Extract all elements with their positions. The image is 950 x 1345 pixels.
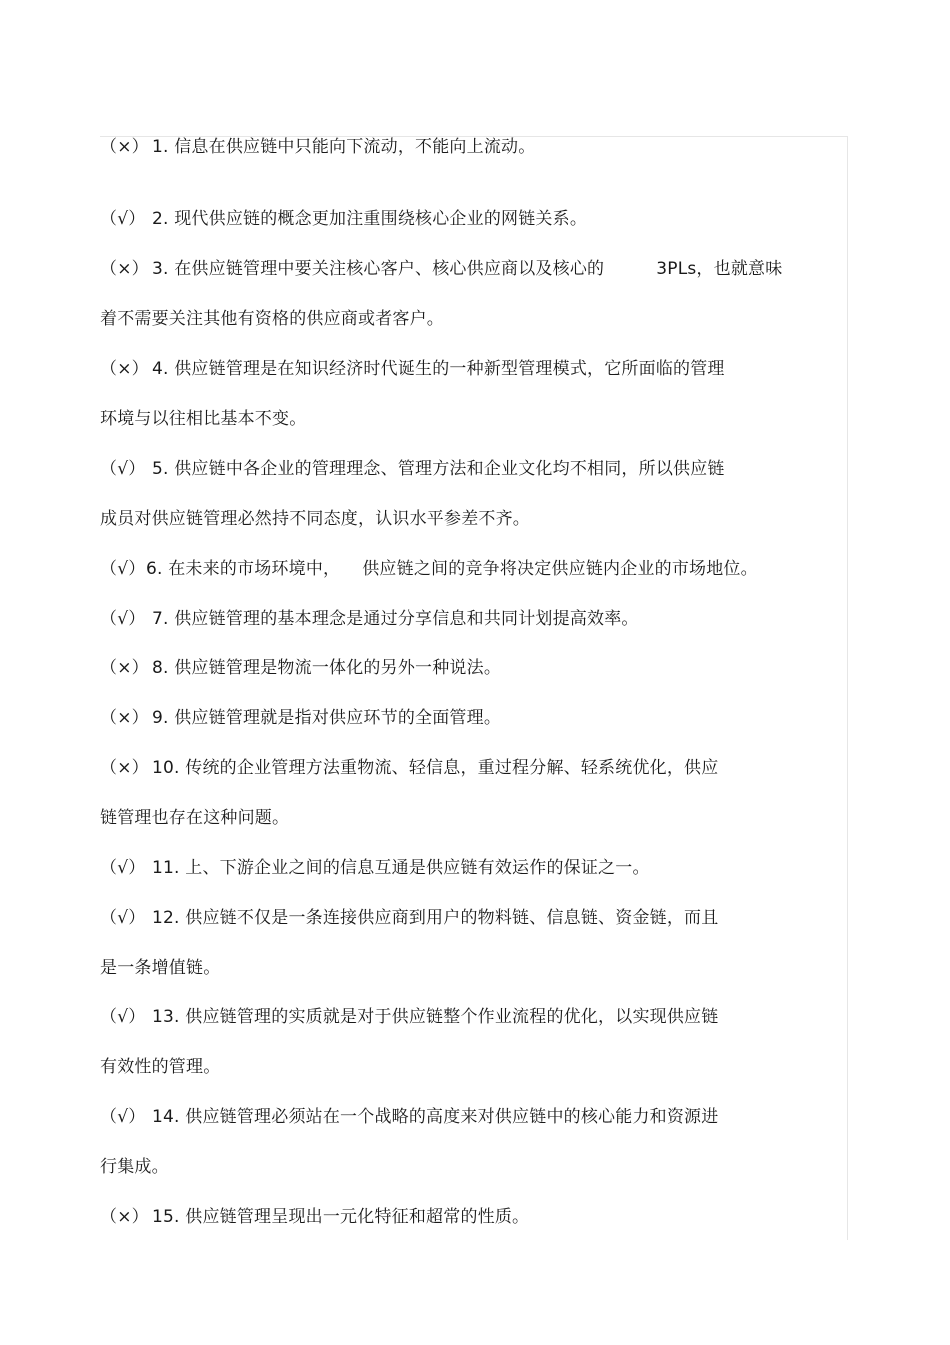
statement-text: 1. 信息在供应链中只能向下流动，不能向上流动。 [152,137,536,157]
statement-1 [100,135,535,159]
answer-mark: （√） [100,908,146,928]
statement-text: 有效性的管理。 [100,1057,221,1077]
statement-14-continuation [100,1155,169,1179]
statement-5-continuation [100,507,530,531]
statement-text: 15. 供应链管理呈现出一元化特征和超常的性质。 [152,1207,530,1227]
answer-mark: （√） [100,1007,146,1027]
statement-9 [100,706,501,730]
statement-text: 7. 供应链管理的基本理念是通过分享信息和共同计划提高效率。 [152,609,639,629]
statement-4 [100,357,725,381]
answer-mark: （√） [100,459,146,479]
statement-text: 4. 供应链管理是在知识经济时代诞生的一种新型管理模式，它所面临的管理 [152,359,725,379]
statement-text: 行集成。 [100,1157,169,1177]
answer-mark: （√） [100,858,146,878]
statement-15 [100,1205,529,1229]
statement-7 [100,607,639,631]
statement-text-cont: 供应链之间的竞争将决定供应链内企业的市场地位。 [362,559,758,579]
statement-text-cont: 3PLs，也就意味 [656,259,783,279]
statement-text: 13. 供应链管理的实质就是对于供应链整个作业流程的优化，以实现供应链 [152,1007,719,1027]
statement-5 [100,457,725,481]
answer-mark: （×） [100,259,149,279]
answer-mark: （×） [100,708,149,728]
statement-13-continuation [100,1055,220,1079]
statement-text: 是一条增值链。 [100,958,221,978]
statement-text: 10. 传统的企业管理方法重物流、轻信息，重过程分解、轻系统优化，供应 [152,758,719,778]
statement-text: 5. 供应链中各企业的管理理念、管理方法和企业文化均不相同，所以供应链 [152,459,725,479]
statement-text: 9. 供应链管理就是指对供应环节的全面管理。 [152,708,502,728]
statement-11 [100,856,650,880]
statement-text: 14. 供应链管理必须站在一个战略的高度来对供应链中的核心能力和资源进 [152,1107,719,1127]
statement-6 [100,557,758,581]
statement-10 [100,756,718,780]
statement-text: 2. 现代供应链的概念更加注重围绕核心企业的网链关系。 [152,209,588,229]
statement-text: 3. 在供应链管理中要关注核心客户、核心供应商以及核心的 [152,259,605,279]
statement-13 [100,1005,718,1029]
statement-3-continuation [100,307,444,331]
statement-text: 8. 供应链管理是物流一体化的另外一种说法。 [152,658,502,678]
statement-4-continuation [100,407,306,431]
statement-2 [100,207,587,231]
right-rule [847,136,848,1240]
statement-12 [100,906,718,930]
statement-text: 6. 在未来的市场环境中， [146,559,341,579]
statement-text: 着不需要关注其他有资格的供应商或者客户。 [100,309,444,329]
statement-14 [100,1105,718,1129]
statement-10-continuation [100,806,289,830]
statement-8 [100,656,501,680]
answer-mark: （√） [100,209,146,229]
statement-text: 链管理也存在这种问题。 [100,808,290,828]
answer-mark: （√） [100,559,146,579]
statement-12-continuation [100,956,220,980]
statement-text: 12. 供应链不仅是一条连接供应商到用户的物料链、信息链、资金链，而且 [152,908,719,928]
answer-mark: （×） [100,359,149,379]
answer-mark: （×） [100,1207,149,1227]
answer-mark: （√） [100,1107,146,1127]
answer-mark: （×） [100,758,149,778]
statement-text: 环境与以往相比基本不变。 [100,409,307,429]
answer-mark: （×） [100,658,149,678]
answer-mark: （√） [100,609,146,629]
answer-mark: （×） [100,137,149,157]
statement-3 [100,257,782,281]
statement-text: 成员对供应链管理必然持不同态度，认识水平参差不齐。 [100,509,530,529]
statement-text: 11. 上、下游企业之间的信息互通是供应链有效运作的保证之一。 [152,858,650,878]
